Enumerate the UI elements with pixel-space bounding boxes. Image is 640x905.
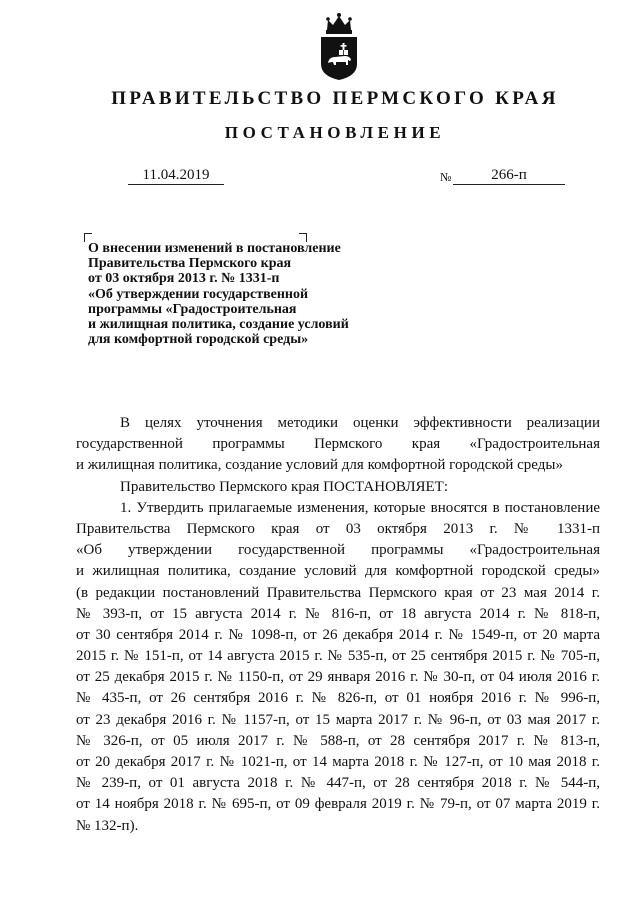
document-date: 11.04.2019 xyxy=(128,166,224,185)
body-line: № 239-п, от 01 августа 2018 г. № 447-п, от 28 сентября 2018 г. № 544-п, xyxy=(76,775,600,792)
body-line: 2015 г. № 151-п, от 14 августа 2015 г. № 535-п, от 25 сентября 2015 г. № 705-п, xyxy=(76,648,600,665)
subject-line: программы «Градостроительная xyxy=(88,301,297,317)
body-line: и жилищная политика, создание условий для комфортной городской среды» xyxy=(76,457,563,474)
subject-line: от 03 октября 2013 г. № 1331-п xyxy=(88,271,280,287)
subject-line: и жилищная политика, создание условий xyxy=(88,317,349,333)
body-line: № 393-п, от 15 августа 2014 г. № 816-п, от 18 августа 2014 г. № 818-п, xyxy=(76,605,600,622)
body-line: от 30 сентября 2014 г. № 1098-п, от 26 декабря 2014 г. № 1549-п, от 20 марта xyxy=(76,626,600,643)
organization-title: ПРАВИТЕЛЬСТВО ПЕРМСКОГО КРАЯ xyxy=(111,88,559,109)
body-line: № 326-п, от 05 июля 2017 г. № 588-п, от 28 сентября 2017 г. № 813-п, xyxy=(76,732,600,749)
document-type: ПОСТАНОВЛЕНИЕ xyxy=(224,123,446,142)
number-sign: № xyxy=(440,170,452,184)
body-line: от 20 декабря 2017 г. № 1021-п, от 14 марта 2018 г. № 127-п, от 10 мая 2018 г. xyxy=(76,754,600,770)
body-line: и жилищная политика, создание условий для комфортной городской среды» xyxy=(76,563,600,580)
document-body xyxy=(76,413,600,837)
body-line: (в редакции постановлений Правительства Пермского края от 23 мая 2014 г. xyxy=(76,584,600,601)
body-line: В целях уточнения методики оценки эффективности реализации xyxy=(120,415,600,431)
body-line: от 23 декабря 2016 г. № 1157-п, от 15 марта 2017 г. № 96-п, от 03 мая 2017 г. xyxy=(76,711,600,728)
body-line: государственной программы Пермского края «Градостроительная xyxy=(76,436,600,453)
body-line: № 132-п). xyxy=(76,817,139,834)
document-subject xyxy=(88,241,388,347)
body-line: № 435-п, от 26 сентября 2016 г. № 826-п, от 01 ноября 2016 г. № 996-п, xyxy=(76,690,600,707)
body-line: Правительства Пермского края от 03 октября 2013 г. № 1331-п xyxy=(76,520,600,537)
body-line: от 14 ноября 2018 г. № 695-п, от 09 февраля 2019 г. № 79-п, от 07 марта 2019 г. xyxy=(76,796,600,813)
subject-line: О внесении изменений в постановление xyxy=(88,241,341,256)
subject-line: для комфортной городской среды» xyxy=(88,332,309,348)
body-line: от 25 декабря 2015 г. № 1150-п, от 29 января 2016 г. № 30-п, от 04 июля 2016 г. xyxy=(76,669,600,686)
subject-line: «Об утверждении государственной xyxy=(88,286,309,302)
body-line: «Об утверждении государственной программы «Градостроительная xyxy=(76,542,600,559)
body-line: 1. Утвердить прилагаемые изменения, которые вносятся в постановление xyxy=(120,499,600,516)
subject-line: Правительства Пермского края xyxy=(88,256,292,272)
document-number: 266-п xyxy=(453,166,565,185)
body-line: Правительство Пермского края ПОСТАНОВЛЯЕТ: xyxy=(120,478,449,495)
coat-of-arms-icon xyxy=(315,12,363,82)
